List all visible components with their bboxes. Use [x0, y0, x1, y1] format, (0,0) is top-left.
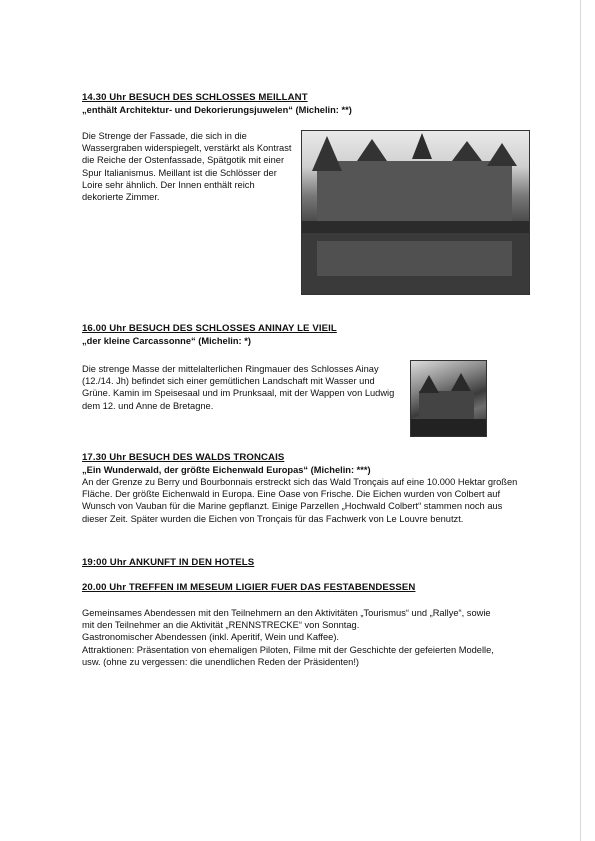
section-troncais: [82, 452, 522, 525]
section-subheading: „Ein Wunderwald, der größte Eichenwald Europas“ (Michelin: ***): [82, 465, 371, 475]
section-heading: 16.00 Uhr BESUCH DES SCHLOSSES ANINAY LE VIEIL: [82, 323, 337, 334]
castle-silhouette-graphic: [302, 131, 529, 294]
section-heading: 19:00 Uhr ANKUNFT IN DEN HOTELS: [82, 557, 255, 568]
section-body: Die Strenge der Fassade, die sich in die Wassergraben widerspiegelt, verstärkt als Kontrast die Reiche der Ostenfassade, Spätgotik mit einer Spur Italianismus. Meillant ist die Schlösser der Loire sehr ähnlich. Der Innen enthält reich dekorierte Zimmer.: [82, 131, 292, 203]
section-body: An der Grenze zu Berry und Bourbonnais erstreckt sich das Wald Tronçais auf eine 10.000 Hektar großen Fläche. Der größte Eichenwald in Europa. Eine Oase von Frische. Die Eichen wurden von Colbert auf Wunsch von Vauban für die Marine gepflanzt. Einige Parzellen „Hochwald Colbert“ stammen noch aus dieser Zeit. Später wurden die Eichen von Tronçais für das Fachwerk von Le Louvre benutzt.: [82, 477, 518, 524]
body-line: Attraktionen: Präsentation von ehemaligen Piloten, Filme mit der Geschichte der gefeierten Modelle, usw. (ohne zu vergessen: die unendlichen Reden der Präsidenten!): [82, 644, 494, 667]
section-ainay: [82, 323, 522, 347]
section-arrival: [82, 557, 522, 569]
section-heading: 20.00 Uhr TREFFEN IM MESEUM LIGIER FUER DAS FESTABENDESSEN: [82, 582, 416, 593]
body-line: Gemeinsames Abendessen mit den Teilnehmern an den Aktivitäten „Tourismus“ und „Rallye“, sowie mit den Teilnehmer an die Aktivität „RENNSTRECKE“ von Sonntag.: [82, 608, 491, 631]
castle-ainay-photo: [410, 360, 487, 437]
section-meillant: [82, 92, 522, 116]
section-heading: 14.30 Uhr BESUCH DES SCHLOSSES MEILLANT: [82, 92, 308, 103]
castle-meillant-photo: [301, 130, 530, 295]
section-body: [82, 607, 502, 668]
section-subheading: „der kleine Carcassonne“ (Michelin: *): [82, 336, 251, 346]
section-body: Die strenge Masse der mittelalterlichen Ringmauer des Schlosses Ainay (12./14. Jh) befindet sich einer gemütlichen Landschaft mit Wasser und Grüne. Kamin im Speisesaal und im Prunksaal, mit der Wappen von Ludwig dem 12. und Anne de Bretagne.: [82, 364, 395, 411]
body-line: Gastronomischer Abendessen (inkl. Aperitif, Wein und Kaffee).: [82, 632, 340, 643]
section-heading: 17.30 Uhr BESUCH DES WALDS TRONCAIS: [82, 452, 285, 463]
section-dinner: [82, 582, 522, 594]
section-subheading: „enthält Architektur- und Dekorierungsjuwelen“ (Michelin: **): [82, 105, 352, 115]
castle-silhouette-graphic: [411, 361, 486, 436]
scan-edge-line: [580, 0, 581, 841]
